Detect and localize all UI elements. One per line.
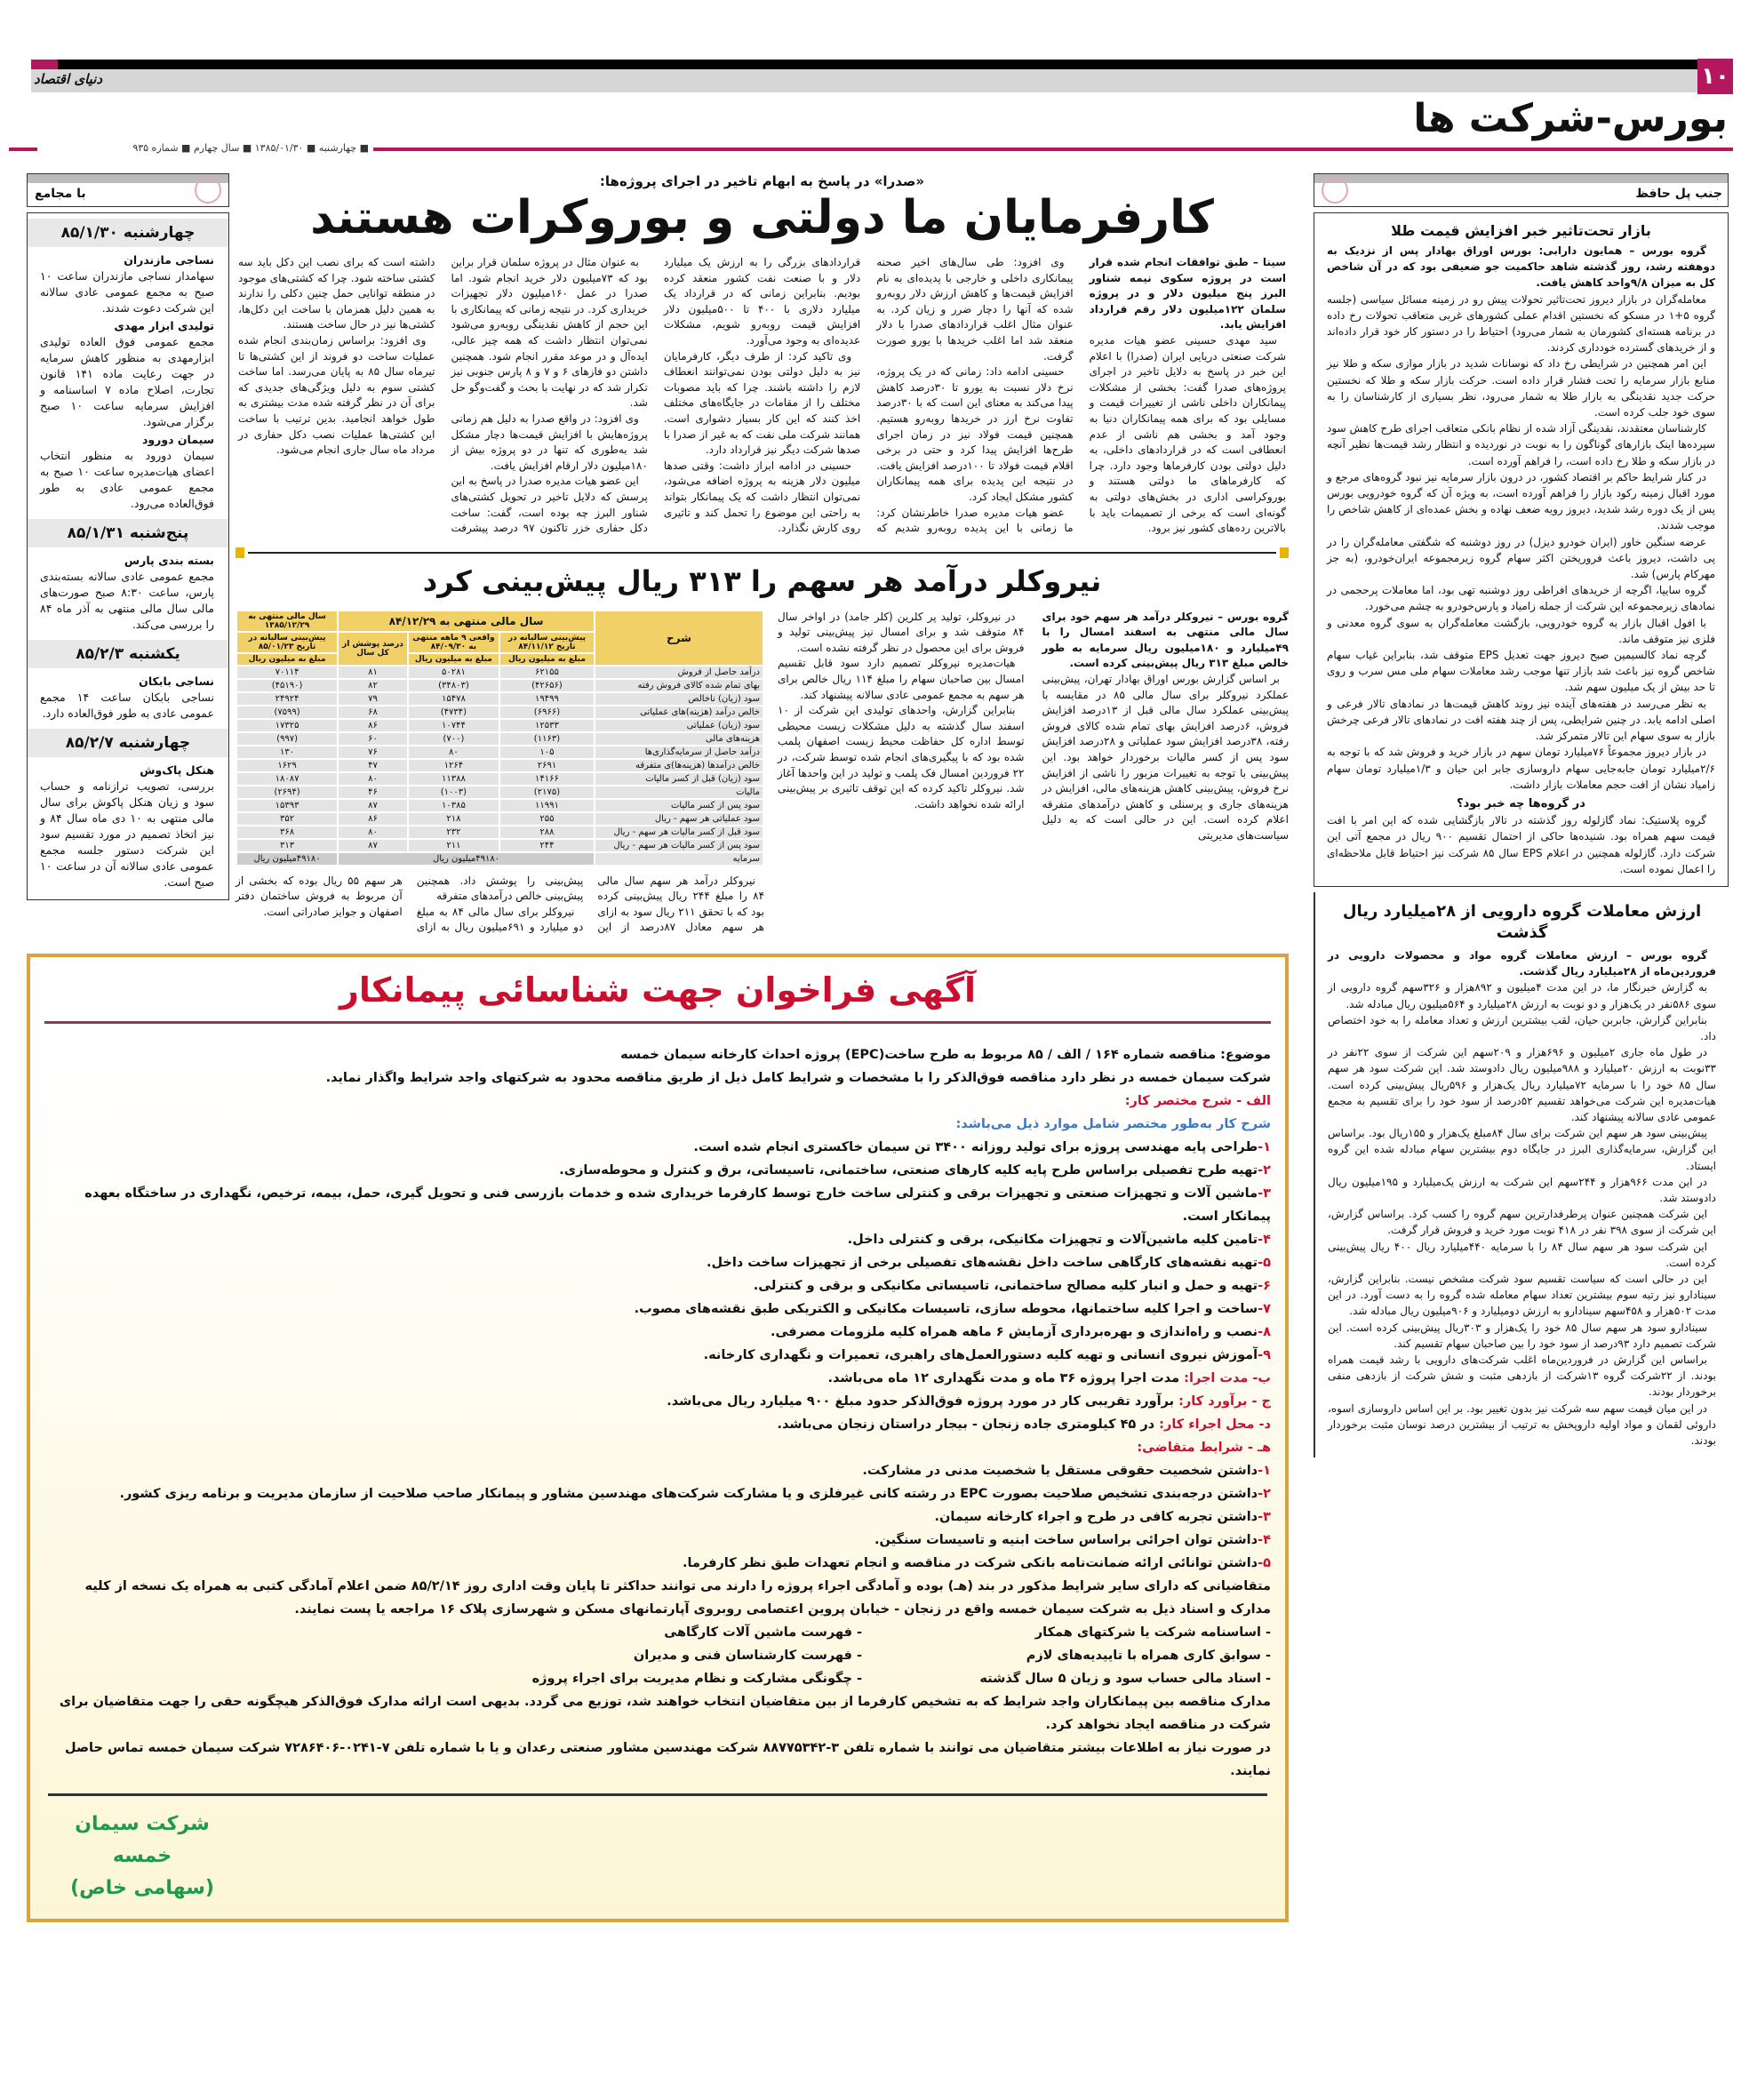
financial-table — [236, 610, 764, 866]
company-name: هنکل پاک‌وش — [140, 763, 214, 777]
table-cell: ۱۷۳۲۵ — [236, 719, 338, 732]
item-text: داشتن توان اجرائی براساس ساخت ابنیه و تاسیسات سنگین. — [874, 1533, 1258, 1548]
ad-distribution: مدارک مناقصه بین پیمانکاران واجد شرایط که به تشخیص کارفرما از بین متقاضیان انتخاب خواهند شد، توزیع می گردد. بدیهی است ارائه مدارک فوق‌الذکر هیچگونه حقی را جهت متقاضیان برای شرکت در مناقصه ایجاد نخواهد کرد. — [59, 1695, 1271, 1733]
required-document: - چگونگی مشارکت و نظام مدیریت برای اجراء پروژه — [531, 1672, 862, 1687]
table-cell: (۴۵۱۹۰) — [236, 679, 338, 692]
niroclor-article-continued — [236, 874, 764, 936]
article-paragraph: پیش‌بینی سود هر سهم این شرکت برای سال ۸۴مبلغ یک‌هزار و ۱۵۵ریال بود. براساس این گزارش، سرمایه‌گذاری البرز در جایگاه دوم بیشترین سهام مبادله شده این گروه ایستاد. — [1328, 1127, 1716, 1172]
article-paragraph: این شرکت همچنین عنوان پرطرفدارترین سهم گروه را کسب کرد. براساس گزارش، این شرکت از سوی ۳۹۸ نفر در ۴۱۸ نوبت مورد خرید و فروش قرار گرفت. — [1328, 1208, 1716, 1237]
page-body — [27, 173, 1729, 1922]
table-cell: ۷۶ — [338, 746, 408, 759]
row-label: سود (زیان) قبل از کسر مالیات — [595, 772, 763, 786]
article-paragraph: به نظر می‌رسد در هفته‌های آینده نیز روند کاهش قیمت‌ها در نمادهای تالار فرعی و اصلی ادامه یابد. در چنین شرایطی، پس از چند هفته افت در نمادهای تالار فرعی چرخش بازار به سوی سهام این تالار متمرکز شد. — [1327, 697, 1715, 743]
meeting-text: سیمان دورود به منظور انتخاب اعضای هیات‌مدیره ساعت ۱۰ صبح به مجمع عمومی عادی به طور فوق‌العاده می‌رود. — [40, 449, 214, 510]
meeting-date: چهارشنبه ۸۵/۲/۷ — [28, 729, 228, 757]
ad-list-item — [44, 1298, 1271, 1321]
table-cell: ۸۰ — [338, 772, 408, 786]
table-cell: (۳۴۸۰۳) — [408, 679, 499, 692]
table-cell: ۲۴۹۲۴ — [236, 692, 338, 706]
item-text: ساخت و اجرا کلیه ساختمانها، محوطه سازی، تاسیسات مکانیکی و الکتریکی طبق نقشه‌های مصوب. — [634, 1302, 1258, 1317]
main-article-body — [236, 255, 1289, 537]
row-label: هزینه‌های مالی — [595, 732, 763, 746]
item-number: ۱- — [1258, 1140, 1271, 1155]
table-cell: ۸۷ — [338, 799, 408, 812]
table-header-next-year: سال مالی منتهی به ۱۳۸۵/۱۲/۲۹ — [236, 611, 338, 632]
meeting-item — [28, 674, 228, 723]
ad-list-item — [44, 1459, 1271, 1482]
table-cell: (۲۶۹۴) — [236, 786, 338, 799]
document-row — [44, 1644, 1271, 1667]
meeting-item — [28, 763, 228, 892]
article-paragraph: در کنار شرایط حاکم بر اقتصاد کشور، در درون بازار سرمایه نیز نبود گروه‌های مرجع و مورد اقبال زمینه رکود بازار را فراهم آورده است، به ویژه آن که گروه خودرویی بورس پس از یک دوره رشد شدید، دیروز رویه ضعف نهاده و بخش عمده‌ای از کاهش شاخص را موجب شدند. — [1327, 470, 1715, 532]
item-number: ۵- — [1258, 1556, 1271, 1571]
article-paragraph: براساس این گزارش در فروردین‌ماه اغلب شرکت‌های دارویی با رشد قیمت همراه بودند. از ۲۲شرکت گروه ۱۳شرکت از بازدهی مثبت و شش شرکت از بازدهی منفی برخوردار بودند. — [1328, 1353, 1716, 1399]
article-paragraph: در نیروکلر، تولید پر کلرین (کلر جامد) در اواخر سال ۸۴ متوقف شد و برای امسال نیز پیش‌بینی تولید و فروش برای این محصول در نظر گرفته نشده است. — [778, 610, 1025, 654]
ad-list-item — [44, 1159, 1271, 1182]
ad-list-item — [44, 1344, 1271, 1367]
article-lead: گروه بورس – نیروکلر درآمد هر سهم خود برای سال مالی منتهی به اسفند امسال را با ۴۹میلیارد و ۱۸۰میلیون ریال سرمایه به طور خالص مبلغ ۳۱۳ ریال پیش‌بینی کرده است. — [1042, 610, 1290, 670]
item-number: ۲- — [1258, 1487, 1271, 1502]
row-label: سود (زیان) عملیاتی — [595, 719, 763, 732]
gold-article — [1314, 212, 1729, 887]
company-name: تولیدی ابزار مهدی — [114, 319, 214, 332]
article-paragraph: معامله‌گران در بازار دیروز تحت‌تاثیر تحولات پیش رو در زمینه مسائل سیاسی (جلسه گروه ۵+۱ در مسکو که نخستین اقدام عملی کشورهای غربی متعاقب تحولات رخ داده در برنامه هسته‌ای کشورمان به شمار می‌رود) احتیاط را در دستور کار خود قرار داده‌اند و از خریدهای گسترده خودداری کردند. — [1327, 292, 1715, 355]
top-bar — [31, 60, 1697, 69]
meeting-item — [28, 318, 228, 432]
ad-scope-intro: شرح کار به‌طور مختصر شامل موارد ذیل می‌باشد: — [955, 1117, 1271, 1132]
item-number: ۷- — [1258, 1302, 1271, 1317]
article-paragraph: وی افزود: در واقع صدرا به دلیل هم زمانی پروژه‌هایش با افزایش قیمت‌ها دچار مشکل شد به‌طوری که تنها در دو پروژه بیش از ۱۸۰میلیون دلار ارقام افزایش یافت. — [451, 411, 648, 472]
ad-estimate: برآورد تقریبی کار در مورد پروژه فوق‌الذکر حدود مبلغ ۹۰۰ میلیارد ریال می‌باشد. — [667, 1394, 1175, 1409]
row-label: مالیات — [595, 786, 763, 799]
table-row — [236, 732, 763, 746]
article-paragraph: به عنوان مثال در پروژه سلمان قرار براین بود که ۷۳میلیون دلار خرید انجام شود. اما صدرا در عمل ۱۶۰میلیون دلار تجهیزات خریداری کرد. در نتیجه زمانی که پیمانکاری با این حجم از کاهش نقدینگی روبه‌رو می‌شود نمی‌توان انتظار داشت که همه چیز عالی، ایده‌آل و در موعد مقرر انجام شود. همچنین داشتن دو فاز‌های ۶ و ۷ و ۸ پارس جنوبی نیز تکرار شد که در نهایت با بحث و گفت‌وگو حل شد. — [451, 256, 648, 410]
table-cell: ۸۱ — [338, 666, 408, 679]
table-col-header: پیش‌بینی سالیانه در تاریخ ۸۵/۰۱/۲۳ — [236, 632, 338, 653]
meetings-column — [27, 173, 229, 900]
article-kicker: «صدرا» در پاسخ به ابهام تاخیر در اجرای پروژه‌ها: — [599, 173, 925, 189]
meeting-item — [28, 252, 228, 318]
niroclor-article-body — [778, 610, 1289, 844]
article-paragraph: در بازار دیروز مجموعاً ۷۶میلیارد تومان سهم در بازار خرید و فروش شد که با توجه به ۲/۶میلیارد تومان جابه‌جایی سهام داروسازی جابر ابن حیان و ۱/۳میلیارد تومان سهام زامیاد نشان از افت حجم معاملات بازار داشت. — [1327, 746, 1715, 791]
table-cell: ۱۳۰ — [236, 746, 338, 759]
top-bar-accent — [31, 60, 58, 69]
center-column — [236, 173, 1289, 936]
table-cell: ۶۰ — [338, 732, 408, 746]
ad-conditions-label: هـ - شرایط متقاضی: — [1137, 1441, 1271, 1456]
divider-line — [44, 1021, 1271, 1024]
table-cell: (۱۰۰۳) — [408, 786, 499, 799]
yellow-marker — [1280, 547, 1289, 558]
ad-list-item — [44, 1182, 1271, 1228]
newspaper-logo: دنیای اقتصاد — [34, 71, 103, 87]
table-cell: (۷۵۹۹) — [236, 706, 338, 719]
column-header-hafez — [1314, 173, 1729, 207]
table-row — [236, 719, 763, 732]
item-number: ۵- — [1258, 1256, 1271, 1271]
item-text: تهیه طرح تفصیلی براساس طرح پایه کلیه کارهای صنعتی، ساختمانی، تاسیساتی، برق و کنترل و محوطه‌سازی. — [559, 1163, 1258, 1178]
row-label: سود پس از کسر مالیات هر سهم - ریال — [595, 839, 763, 852]
company-type: (سهامی خاص) — [70, 1877, 214, 1900]
header-band — [31, 69, 1697, 92]
globe-icon — [1322, 177, 1348, 204]
item-number: ۳- — [1258, 1186, 1271, 1202]
globe-icon — [195, 177, 221, 204]
required-document: - اساسنامه شرکت یا شرکتهای همکار — [1034, 1625, 1271, 1641]
table-cell: ۴۶ — [338, 786, 408, 799]
ad-list-item — [44, 1136, 1271, 1159]
table-cell: ۶۲۱۵۵ — [499, 666, 595, 679]
table-cell: (۷۰۰) — [408, 732, 499, 746]
table-row — [236, 706, 763, 719]
section-title: بورس-شرکت ها — [1413, 96, 1728, 141]
item-number: ۴- — [1258, 1533, 1271, 1548]
ad-list-item — [44, 1529, 1271, 1552]
niroclor-table-block — [236, 610, 764, 936]
item-text: داشتن تجربه کافی در طرح و اجراء کارخانه سیمان. — [934, 1510, 1258, 1525]
row-label: خالص درآمدها (هزینه‌ها)ی متفرقه — [595, 759, 763, 772]
table-row — [236, 826, 763, 839]
table-cell: ۶۸ — [338, 706, 408, 719]
item-number: ۹- — [1258, 1348, 1271, 1363]
column-header-label: جنب پل حافظ — [1635, 187, 1722, 201]
table-row — [236, 812, 763, 826]
ad-list-item — [44, 1505, 1271, 1529]
ad-subject: موضوع: مناقصه شماره ۱۶۴ / الف / ۸۵ مربوط به طرح ساخت(EPC) پروژه احداث کارخانه سیمان خمسه — [620, 1048, 1271, 1063]
item-text: طراحی پایه مهندسی پروژه برای تولید روزانه ۳۴۰۰ تن سیمان خاکستری انجام شده است. — [693, 1140, 1258, 1155]
table-col-header: پیش‌بینی سالیانه در تاریخ ۸۴/۱۱/۱۲ — [499, 632, 595, 653]
article-paragraph: گرچه نماد کالسیمین صبح دیروز جهت تعدیل EPS متوقف شد، بنابراین غیاب سهام شاخص گروه نیز باعث شد بازار تنها موجب رشد معاملات سهام ملی مس سرب و روی تا حد بیش از یک میلیون سهم شد. — [1327, 649, 1715, 694]
company-name: سیمان دورود — [141, 433, 214, 446]
table-cell: ۱۵۳۹۳ — [236, 799, 338, 812]
table-cell: ۲۸۸ — [499, 826, 595, 839]
article-paragraph: گروه سایپا، اگرچه از خریدهای افراطی روز دوشنبه تهی بود، اما معاملات پرحجمی در نمادهای زیرمجموعه این شرکت از جمله زامیاد و پارس‌خودرو به چشم می‌خورد. — [1327, 584, 1715, 613]
item-text: داشتن درجه‌بندی تشخیص صلاحیت بصورت EPC در رشته کانی غیرفلزی و یا مشارکت شرکت‌های مهندسین مشاور و پیمانکار صاحب صلاحیت از سازمان مدیریت و برنامه ریزی کشور. — [119, 1487, 1258, 1502]
ad-list-item — [44, 1482, 1271, 1505]
table-cell: ۲۳۲ — [408, 826, 499, 839]
company-name: بسته بندی پارس — [124, 554, 214, 567]
article-paragraph: بنابراین گزارش، واحدهای تولیدی این شرکت از ۱۰ اسفند سال گذشته به دلیل مشکلات زیست محیطی توسط اداره کل حفاظت محیط زیست اصفهان پلمب شده بود که با پیگیری‌های انجام شده توسط شرکت، در ۲۲ فروردین امسال فک پلمب و تولید در این واحدها آغاز شد. نیروکلر تاکید کرده که این توقف تاثیری بر پیش‌بینی ارائه شده نخواهد داشت. — [778, 704, 1025, 810]
item-number: ۲- — [1258, 1163, 1271, 1178]
column-header-label: با مجامع — [35, 187, 86, 201]
table-cell: ۲۱۸ — [408, 812, 499, 826]
niroclor-section — [236, 610, 1289, 936]
table-cell: ۱۱۳۸۸ — [408, 772, 499, 786]
row-label: سود عملیاتی هر سهم - ریال — [595, 812, 763, 826]
row-label: سود قبل از کسر مالیات هر سهم - ریال — [595, 826, 763, 839]
article-paragraph: در این میان قیمت سهم سه شرکت نیز بدون تغییر بود. بر این اساس داروسازی اسوه، داروئی لقمان و مواد اولیه داروپخش به ترتیب از بیشترین درصد نوسان مثبت برخوردار بودند. — [1328, 1401, 1716, 1448]
meeting-text: مجمع عمومی فوق العاده تولیدی ابزارمهدی به منظور کاهش سرمایه در جهت رعایت ماده ۱۴۱ قانون تجارت، اصلاح ماده ۷ اساسنامه و افزایش سرمایه ساعت ۱۰ صبح برگزار می‌شود. — [40, 335, 215, 428]
meeting-text: نساجی بابکان ساعت ۱۴ مجمع عمومی عادی به طور فوق‌العاده دارد. — [40, 691, 214, 720]
company-name: شرکت سیمان خمسه — [75, 1813, 210, 1868]
table-cell: ۳۱۳ — [236, 839, 338, 852]
documents-list — [44, 1621, 1271, 1690]
item-text: ماشین آلات و تجهیزات صنعتی و تجهیزات برقی و کنترلی ساخت خارج توسط کارفرما خریداری شده و خدمات بازرسی فنی و تحویل گیری، حمل، بیمه، ترخیص، نگهداری در ساختگاه بعهده پیمانکار است. — [84, 1186, 1271, 1225]
company-name: نساجی بابکان — [139, 675, 214, 688]
table-col-header: واقعی ۹ ماهه منتهی به ۸۴/۰۹/۳۰ — [408, 632, 499, 653]
meeting-date: چهارشنبه ۸۵/۱/۳۰ — [28, 219, 228, 247]
article-paragraph: به گزارش خبرنگار ما، در این مدت ۴میلیون و ۸۹۲هزار و ۳۲۶سهم گروه دارویی از سوی ۵۸۶نفر در یک‌هزار و دو نوبت به ارزش ۲۸میلیارد و ۵۶۴میلیون ریال مبادله شد. — [1328, 981, 1716, 1010]
required-document: - فهرست ماشین آلات کارگاهی — [664, 1625, 862, 1641]
section-divider — [236, 547, 1289, 558]
table-cell: (۶۹۶۶) — [499, 706, 595, 719]
ad-list-item — [44, 1321, 1271, 1344]
capital-current: ۴۹۱۸۰میلیون ریال — [338, 852, 595, 866]
article-paragraph: گروه پلاستیک: نماد گازلوله روز گذشته در تالار بازگشایی شده که این امر با افت قیمت سهم همراه بود. شنیده‌ها حاکی از احتمال تقسیم ۹۰۰ ریال در مجمع آتی این شرکت دارد. گازلوله همچنین در اعلام EPS سال ۸۵ شرکت نیز احتیاط قابل ملاحظه‌ای را اعمال نموده است. — [1327, 814, 1715, 875]
table-cell: ۷۰۱۱۴ — [236, 666, 338, 679]
article-paragraph: در این مدت ۹۶۶هزار و ۲۴۴سهم این شرکت به ارزش یک‌میلیارد و ۱۹۵میلیون ریال دادوستد شد. — [1328, 1175, 1716, 1204]
ad-label: د- محل اجراء کار: — [1159, 1417, 1271, 1433]
table-cell: ۸۰ — [408, 746, 499, 759]
ad-title: آگهی فراخوان جهت شناسائی پیمانکار — [339, 970, 977, 1010]
meeting-item — [28, 432, 228, 514]
article-paragraph: این عضو هیات مدیره صدرا در پاسخ به این پرسش که دلایل تاخیر در تحویل کشتی‌های شناور البرز چه بوده است، گفت: ساخت دکل حفاری خزر تاکنون ۹۷ درصد پیشرفت داشته است که برای نصب این دکل باید سه کشتی ساخته شود. چرا که کشتی‌های موجود در منطقه توانایی حمل چنین دکلی را ندارند به همین دلیل همزمان با ساخت این دکل‌ها، کشتی‌ها نیز در حال ساخت هستند. — [238, 256, 648, 535]
company-signature-inner — [44, 1809, 240, 1904]
niroclor-headline: نیروکلر درآمد هر سهم را ۳۱۳ ریال پیش‌بینی کرد — [422, 563, 1102, 598]
meeting-date: پنج‌شنبه ۸۵/۱/۳۱ — [28, 519, 228, 547]
left-region — [27, 173, 1289, 1922]
required-document: - اسناد مالی حساب سود و زیان ۵ سال گذشته — [979, 1672, 1271, 1687]
table-cell: ۱۰۳۸۵ — [408, 799, 499, 812]
ad-contact: در صورت نیاز به اطلاعات بیشتر متقاضیان می توانند با شماره تلفن ۳-۸۸۷۷۵۳۴۲ شرکت مهندسین مشاور صنعتی رعدان و یا با شماره تلفن ۷-۰۲۴۱-۷۲۸۶۴۰۶ شرکت سیمان خمسه تماس حاصل نمایند. — [65, 1741, 1271, 1779]
meeting-item — [28, 553, 228, 635]
row-label: بهای تمام شده کالای فروش رفته — [595, 679, 763, 692]
company-name: نساجی مازندران — [124, 253, 214, 267]
article-paragraph: این در حالی است که سیاست تقسیم سود شرکت مشخص نیست. بنابراین گزارش، سینادارو نیز رتبه سوم بیشترین تعداد سهام معامله شده گروه را به دست آورد. در این مدت ۵۰۲هزار و ۴۵۸سهم سینادارو به ارزش دومیلیارد و ۹۰۶میلیون ریال مبادله شد. — [1328, 1272, 1716, 1318]
table-cell: ۲۶۹۱ — [499, 759, 595, 772]
gold-headline: بازار تحت‌تاثیر خبر افزایش قیمت طلا — [1391, 222, 1651, 239]
row-label: خالص درآمد (هزینه)های عملیاتی — [595, 706, 763, 719]
table-row — [236, 799, 763, 812]
document-row — [44, 1667, 1271, 1690]
table-cell: ۱۲۶۴ — [408, 759, 499, 772]
table-row — [236, 772, 763, 786]
table-cell: (۱۱۶۳) — [499, 732, 595, 746]
item-number: ۳- — [1258, 1510, 1271, 1525]
meeting-text: مجمع عمومی عادی سالانه بسته‌بندی پارس، ساعت ۸:۳۰ صبح صورت‌های مالی سال مالی منتهی به آذر ماه ۸۴ را بررسی می‌کند. — [40, 570, 214, 631]
table-cell: (۹۹۷) — [236, 732, 338, 746]
ad-label: ج - برآورد کار: — [1178, 1394, 1271, 1409]
pharma-article-body — [1328, 947, 1716, 1449]
table-row — [236, 692, 763, 706]
article-paragraph: این امر همچنین در شرایطی رخ داد که نوسانات شدید در بازار موازی سکه و طلا نیز منابع بازار سرمایه را تحت فشار قرار داده است. حرکت بازار سکه و طلا که نخستین حرکت جدید نقدینگی به بازار طلا به شمار می‌رود، نظر بسیاری از کارشناسان را به سوی خود جلب کرده است. — [1327, 357, 1715, 419]
table-row — [236, 679, 763, 692]
table-cell: ۱۵۴۷۸ — [408, 692, 499, 706]
article-lead: سینا – طبق توافقات انجام شده قرار است در پروژه سکوی نیمه شناور البرز پنج میلیون دلار و در پروژه سلمان ۱۲۲میلیون دلار رقم قرارداد افزایش یابد. — [1089, 256, 1287, 331]
row-label: سود (زیان) ناخالص — [595, 692, 763, 706]
article-paragraph: وی تاکید کرد: از طرف دیگر، کارفرمایان نیز به دلیل دولتی بودن نمی‌توانند انعطاف لازم را داشته باشند. چرا که باید مصوبات مختلف را از مقامات در جایگاه‌های مختلف اخذ کنند که این کار بسیار دشواری است. همانند شرکت ملی نفت که به غیر از صدرا با صدها شرکت دیگر نیز قرارداد دارد. — [663, 349, 861, 457]
article-paragraph: حسینی ادامه داد: زمانی که در یک پروژه، نرخ دلار نسبت به یورو تا ۳۰درصد کاهش پیدا می‌کند به معنای این است که با ۳۰درصد تفاوت نرخ ارز در خریدها روبه‌رو هستیم. همچنین قیمت فولاد نیز در زمان اجرای طرح‌ها افزایش پیدا کرد و حتی در برخی اقلام قیمت فولاد تا ۱۰۰درصد افزایش یافت. در نتیجه این پدیده برای همه پیمانکاران کشور مشکل ایجاد کرد. — [876, 365, 1074, 503]
article-lead: گروه بورس – ارزش معاملات گروه مواد و محصولات دارویی در فروردین‌ماه از ۲۸میلیارد ریال گذشت. — [1328, 948, 1716, 978]
article-paragraph: سید مهدی حسینی عضو هیات مدیره شرکت صنعتی دریایی ایران (صدرا) با اعلام این خبر در پاسخ به دلایل تاخیر در اجرای پروژه‌های صدرا گفت: بخشی از مشکلات پیمانکاران داخلی ناشی از تغییرات قیمت و مسایلی بود که برای همه پیمانکاران دنیا به وجود آمد و بخشی هم ناشی از عدم انعطافی است که در قراردادهای داخلی، به دلیل دولتی بودن کارفرماها وجود دارد. چرا که کارفرماهای ما دولتی هستند و بوروکراسی اداری در بخش‌های دولتی به گونه‌ای است که برخی از تصمیمات باید با بالاترین رده‌های کشور نیز برود. — [1089, 333, 1286, 535]
ad-list-item — [44, 1552, 1271, 1575]
table-col-header: درصد پوشش از کل سال — [338, 632, 408, 666]
ad-location: در ۴۵ کیلومتری جاده زنجان - بیجار دراستان زنجان می‌باشد. — [777, 1417, 1155, 1433]
table-cell: ۷۹ — [338, 692, 408, 706]
row-label: سود پس از کسر مالیات — [595, 799, 763, 812]
table-cell: ۱۸۰۸۷ — [236, 772, 338, 786]
article-paragraph: نیروکلر برای سال مالی ۸۴ به مبلغ دو میلیارد و ۶۹۱میلیون ریال به ازای هر سهم ۵۵ ریال بوده که بخشی از آن مربوط به فروش ساختمان دفتر اصفهان و جوایز صادراتی است. — [236, 874, 584, 934]
table-cell: ۲۱۱ — [408, 839, 499, 852]
table-row — [236, 786, 763, 799]
top-row — [27, 173, 1289, 936]
table-row — [236, 746, 763, 759]
article-paragraph: در طول ماه جاری ۲میلیون و ۶۹۶هزار و ۲۰۹سهم این شرکت از سوی ۲۲نفر در ۳۳نوبت به ارزش ۲۰میلیارد و ۹۸۸میلیون ریال دادوستد شد. این شرکت سود هر سهم سال ۸۵ خود را با سرمایه ۷۲میلیارد ریال یک‌هزار و ۵۹۶ریال پیش‌بینی کرده است. هیات‌مدیره این شرکت می‌خواهد تقسیم ۵۲درصد از سود خود را برای تقسیم به مجمع عمومی عادی سالانه پیشنهاد کند. — [1328, 1046, 1716, 1123]
required-document: - فهرست کارشناسان فنی و مدیران — [633, 1649, 862, 1664]
table-cell: ۱۹۴۹۹ — [499, 692, 595, 706]
item-number: ۸- — [1258, 1325, 1271, 1340]
table-row — [236, 839, 763, 852]
ad-duration: مدت اجرا پروژه ۳۶ ماه و مدت نگهداری ۱۲ ماه می‌باشد. — [827, 1371, 1180, 1386]
article-paragraph: عرضه سنگین خاور (ایران خودرو دیزل) در روز دوشنبه که شگفتی معامله‌گران را در پی داشت، دیروز باعث فروریختن اکثر سهام گروه زیرمجموعه ایران‌خودرو، (به جز مهرکام پارس) شد. — [1327, 535, 1715, 581]
ad-submission: متقاضیانی که دارای سایر شرایط مذکور در بند (هـ) بوده و آمادگی اجراء پروژه را دارند می توانند حداکثر تا پایان وقت اداری روز ۸۵/۲/۱۴ ضمن اعلام آمادگی کتبی به همراه یک نسخه از کلیه مدارک و اسناد ذیل به شرکت سیمان خمسه واقع در زنجان - خیابان پروین اعتصامی روبروی آپارتمانهای مسکن و شهرسازی پلاک ۱۶ مراجعه یا پست نمایند. — [84, 1579, 1271, 1617]
table-cell: ۸۶ — [338, 719, 408, 732]
table-cell: ۱۰۵ — [499, 746, 595, 759]
table-row — [236, 759, 763, 772]
article-paragraph: با افول اقبال بازار به گروه خودرویی، بازگشت معامله‌گران به سوی گروه معدنی و فلزی نیز متوقف ماند. — [1327, 616, 1715, 645]
table-cell: ۳۵۲ — [236, 812, 338, 826]
column-header-meetings — [27, 173, 229, 207]
table-cell: ۲۴۴ — [499, 839, 595, 852]
article-paragraph: وی افزود: براساس زمان‌بندی انجام شده عملیات ساخت دو فروند از این کشتی‌ها تا تیرماه سال ۸۵ به پایان می‌رسد. اما ساخت کشتی سوم به دلیل ویژگی‌های جدیدی که برای آن در نظر گرفته شده مدت بیشتری به طول خواهد انجامید. بدین ترتیب با ساخت این کشتی‌ها عملیات نصب دکل حفاری در مرداد ماه سال جاری انجام می‌شود. — [238, 333, 435, 457]
table-cell: ۱۱۹۹۱ — [499, 799, 595, 812]
company-signature — [44, 1809, 1271, 1904]
table-unit: مبلغ به میلیون ریال — [499, 653, 595, 666]
table-row — [236, 666, 763, 679]
divider-line — [9, 148, 37, 151]
table-unit: مبلغ به میلیون ریال — [236, 653, 338, 666]
article-paragraph: بر اساس گزارش بورس اوراق بهادار تهران، پیش‌بینی عملکرد نیروکلر برای سال مالی ۸۵ در مقایسه با پیش‌بینی عملکرد سال مالی قبل از ۱۳درصد افزایش فروش، ۶درصد افزایش بهای تمام شده کالای فروش رفته، ۳۸درصد افزایش سود عملیاتی و ۲۸درصد افزایش سود پس از کسر مالیات برخوردار خواهد بود. این پیش‌بینی با توجه به تغییرات مزبور را ناشی از افزایش نرخ فروش، پیش‌بینی کاهش هزینه‌های مالی، افزایش در هزینه‌های جاری و پرسنلی و کاهش درآمدهای متفرقه اعلام کرده است. این در حالی است که به دلیل سیاست‌های مدیریتی — [1042, 673, 1290, 842]
item-text: داشتن توانائی ارائه ضمانت‌نامه بانکی شرکت در مناقصه و انجام تعهدات طبق نظر کارفرما. — [683, 1556, 1258, 1571]
item-text: نصب و راه‌اندازی و بهره‌برداری آزمایش ۶ ماهه همراه کلیه ملزومات مصرفی. — [771, 1325, 1258, 1340]
item-number: ۱- — [1258, 1464, 1271, 1479]
table-cell: ۴۷ — [338, 759, 408, 772]
divider-line — [248, 552, 1276, 554]
item-number: ۶- — [1258, 1279, 1271, 1294]
divider-line — [373, 148, 1733, 151]
meetings-box — [27, 212, 229, 900]
ad-section-a: الف - شرح مختصر کار: — [1124, 1094, 1271, 1109]
meeting-date: یکشنبه ۸۵/۲/۳ — [28, 640, 228, 668]
table-cell: ۲۵۵ — [499, 812, 595, 826]
article-paragraph: هیات‌مدیره نیروکلر تصمیم دارد سود قابل تقسیم امسال بین صاحبان سهام را مبلغ ۱۱۴ ریال خالص برای هر سهم به مجمع عمومی عادی سالانه پیشنهاد کند. — [778, 657, 1025, 701]
ad-list-item — [44, 1274, 1271, 1298]
conditions-list — [44, 1459, 1271, 1575]
row-label: درآمد حاصل از سرمایه‌گذاری‌ها — [595, 746, 763, 759]
document-row — [44, 1621, 1271, 1644]
table-cell: ۳۶۸ — [236, 826, 338, 839]
table-cell: ۵۰۲۸۱ — [408, 666, 499, 679]
table-cell: (۲۱۷۵) — [499, 786, 595, 799]
table-cell: ۸۶ — [338, 812, 408, 826]
article-paragraph: عضو هیات مدیره صدرا خاطرنشان کرد: ما زمانی با این پدیده روبه‌رو شدیم که قراردادهای بزرگی را به ارزش یک میلیارد دلار و با صنعت نفت کشور منعقد کرده بودیم. بنابراین زمانی که در قرارداد یک میلیارد دلاری با ۴۰۰ تا ۵۰۰میلیون دلار افزایش قیمت روبه‌رو شویم، مشکلات عدیده‌ای به وجود می‌آورد. — [663, 256, 1074, 535]
table-cell: ۱۰۷۴۴ — [408, 719, 499, 732]
table-cell: ۸۰ — [338, 826, 408, 839]
row-label: درآمد حاصل از فروش — [595, 666, 763, 679]
required-document: - سوابق کاری همراه با تاییدیه‌های لازم — [1026, 1649, 1271, 1664]
article-paragraph: کارشناسان معتقدند، نقدینگی آزاد شده از نظام بانکی متعاقب اجرای طرح کاهش سود سپرده‌ها اینک بازارهای گوناگون را به نوبت در نوردیده و انتظار رشد قیمت‌ها نظیر آنچه در بازار سکه و طلا رخ داده است، را فراهم آورده است. — [1327, 422, 1715, 467]
table-header-group: سال مالی منتهی به ۸۴/۱۲/۲۹ — [338, 611, 595, 632]
main-headline: کارفرمایان ما دولتی و بوروکرات هستند — [310, 191, 1214, 244]
pharma-headline: ارزش معاملات گروه دارویی از ۲۸میلیارد ریال گذشت — [1342, 901, 1702, 942]
subheading: در گروه‌ها چه خبر بود؟ — [1457, 796, 1585, 810]
item-text: داشتن شخصیت حقوقی مستقل یا شخصیت مدنی در مشارکت. — [862, 1464, 1258, 1479]
table-cell: ۸۲ — [338, 679, 408, 692]
article-paragraph: سینادارو سود هر سهم سال ۸۵ خود را یک‌هزار و ۳۰۳ریال پیش‌بینی کرده است. این شرکت تصمیم دارد ۹۳درصد از سود خود را بین صاحبان سهام تقسیم کند. — [1328, 1321, 1716, 1350]
table-header-desc: شرح — [595, 611, 763, 666]
item-text: تهیه نقشه‌های کارگاهی ساخت داخل نقشه‌های تفصیلی برخی از تجهیزات ساخت داخل. — [706, 1256, 1258, 1271]
table-cell: ۸۷ — [338, 839, 408, 852]
article-paragraph: وی افزود: طی سال‌های اخیر صحنه پیمانکاری داخلی و خارجی با پدیده‌ای به نام افزایش قیمت‌ها و کاهش ارزش دلار روبه‌رو شده که آنها را دچار ضرر و زیان کرد. به عنوان مثال اغلب قراردادهای صدرا با دلار منعقد شد اما اغلب خریدها با یورو صورت گرفت. — [876, 256, 1074, 363]
ad-label: ب- مدت اجرا: — [1184, 1371, 1271, 1386]
article-paragraph: نیروکلر درآمد هر سهم سال مالی ۸۴ را مبلغ ۲۴۴ ریال پیش‌بینی کرده بود که با تحقق ۲۱۱ ریال سود به ازای هر سهم معادل ۸۷درصد از این پیش‌بینی را پوشش داد. همچنین پیش‌بینی خالص درآمدهای متفرقه — [416, 874, 765, 934]
ad-intro: شرکت سیمان خمسه در نظر دارد مناقصه فوق‌الذکر را با مشخصات و شرایط کامل ذیل از طریق مناقصه محدود به شرکتهای واجد شرایط واگذار نماید. — [325, 1071, 1271, 1086]
meeting-text: بررسی، تصویب ترازنامه و حساب سود و زیان هنکل پاکوش برای سال مالی منتهی به ۱۰ دی ماه سال ۸۴ و نیز اتخاذ تصمیم در مورد تقسیم سود این شرکت دستور جلسه مجمع عمومی عادی سالانه آن در ساعت ۱۰ صبح است. — [40, 779, 214, 889]
ad-list-item — [44, 1228, 1271, 1251]
item-text: تامین کلیه ماشین‌آلات و تجهیزات مکانیکی، برقی و کنترلی داخل. — [847, 1233, 1258, 1248]
item-text: آموزش نیروی انسانی و تهیه کلیه دستورالعمل‌های راهبری، تعمیرات و نگهداری کارخانه. — [703, 1348, 1258, 1363]
article-paragraph: این شرکت سود هر سهم سال ۸۴ را با سرمایه ۴۴۰میلیارد ریال ۴۰۰ ریال پیش‌بینی کرده است. — [1328, 1240, 1716, 1269]
article-paragraph: حسینی در ادامه ابراز داشت: وقتی صدها میلیون دلار هزینه به پروژه اضافه می‌شود، نمی‌توان انتظار داشت که یک پیمانکار بتواند به راحتی این موضوع را تحمل کند و تاثیری روی کارش نگذارد. — [663, 459, 861, 535]
divider-line — [48, 1793, 1267, 1796]
capital-label: سرمایه — [595, 852, 763, 866]
gold-article-body — [1327, 243, 1715, 877]
pharma-article — [1314, 892, 1729, 1457]
ad-list-item — [44, 1251, 1271, 1274]
tender-advertisement — [27, 954, 1289, 1922]
item-number: ۴- — [1258, 1233, 1271, 1248]
table-cell: ۱۴۱۶۶ — [499, 772, 595, 786]
scope-list — [44, 1136, 1271, 1367]
table-cell: (۴۲۶۵۶) — [499, 679, 595, 692]
meeting-text: سهامدار نساجی مازندران ساعت ۱۰ صبح به مجمع عمومی عادی سالانه این شرکت دعوت شدند. — [40, 269, 214, 315]
right-region — [1314, 173, 1729, 1457]
page-number: ۱۰ — [1697, 59, 1733, 94]
table-cell: ۱۲۵۳۳ — [499, 719, 595, 732]
capital-next: ۴۹۱۸۰میلیون ریال — [236, 852, 338, 866]
article-paragraph: بنابراین گزارش، جابربن حیان، لقب بیشترین ارزش و تعداد معامله را به خود اختصاص داد. — [1328, 1013, 1716, 1042]
table-cell: ۱۶۲۹ — [236, 759, 338, 772]
table-cell: (۴۷۳۴) — [408, 706, 499, 719]
item-text: تهیه و حمل و انبار کلیه مصالح ساختمانی، تاسیساتی مکانیکی و برقی و کنترلی. — [753, 1279, 1258, 1294]
article-lead: گروه بورس – همایون دارابی: بورس اوراق بهادار پس از نزدیک به دوهفته رشد، روز گذشته شاهد حاکمیت جو ضعیفی بود که در آن شاخص کل به میزان ۹/۸واحد کاهش یافت. — [1327, 244, 1715, 290]
table-unit: مبلغ به میلیون ریال — [408, 653, 499, 666]
yellow-marker — [236, 547, 244, 558]
dateline: ■ چهارشنبه ■ ۱۳۸۵/۰۱/۳۰ ■ سال چهارم ■ شماره ۹۳۵ — [132, 142, 369, 154]
